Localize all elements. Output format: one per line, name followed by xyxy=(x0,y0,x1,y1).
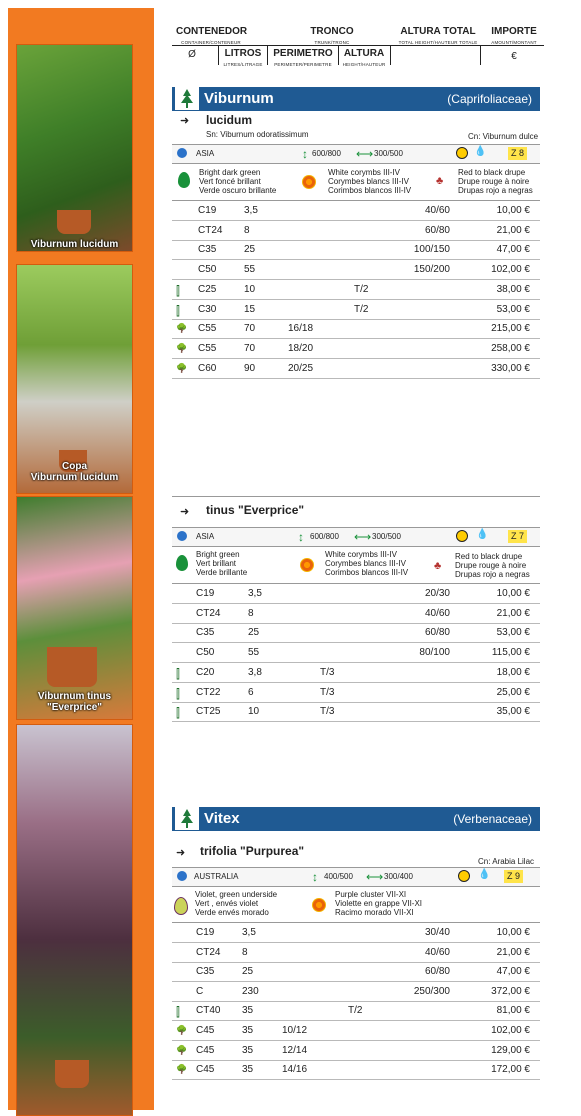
plant-height: 600/800 xyxy=(310,532,339,541)
flower-fr: Corymbes blancs III-IV xyxy=(328,177,409,186)
price: 258,00 € xyxy=(491,342,530,354)
table-row xyxy=(172,643,540,663)
stem-icon: ⫿ xyxy=(176,1005,180,1020)
price: 47,00 € xyxy=(496,244,530,256)
perimeter: 10/12 xyxy=(282,1025,308,1036)
header-contenedor-sub: CONTAINER/CONTENEUR xyxy=(181,40,241,45)
arrow-icon: ➜ xyxy=(180,115,190,127)
header-contenedor-label: CONTENEDOR xyxy=(176,26,248,37)
stem-icon: ⫿ xyxy=(176,686,180,701)
table-row xyxy=(172,1021,540,1041)
price: 129,00 € xyxy=(491,1044,530,1056)
trunk: T/3 xyxy=(320,666,335,678)
container-size: C35 xyxy=(196,627,215,639)
price: 25,00 € xyxy=(496,686,530,698)
leaf-en: Violet, green underside xyxy=(195,890,278,899)
tree-icon: 🌳 xyxy=(176,342,188,353)
price: 172,00 € xyxy=(491,1064,530,1076)
litres: 3,5 xyxy=(244,205,258,216)
photo-vitex-trifolia xyxy=(16,724,133,1116)
header-perimetro-label: PERIMETRO xyxy=(273,48,333,59)
leaf-description xyxy=(195,890,277,917)
price: 102,00 € xyxy=(491,1025,530,1036)
common-name: Cn: Arabia Lilac xyxy=(478,857,535,866)
perimeter: 12/14 xyxy=(282,1044,308,1056)
flower-description xyxy=(325,550,408,577)
photo-caption-line1: Copa xyxy=(62,461,87,472)
container-size: C xyxy=(196,985,204,997)
perimeter: 18/20 xyxy=(288,342,314,354)
header-rule xyxy=(172,45,544,46)
fruit-description xyxy=(455,552,530,579)
species-name: tinus "Everprice" xyxy=(206,503,305,517)
fruit-fr: Drupe rouge à noire xyxy=(458,177,530,186)
litres: 55 xyxy=(244,264,256,276)
height: 60/80 xyxy=(424,627,450,639)
trunk: T/3 xyxy=(320,686,335,698)
table-row xyxy=(172,201,540,221)
height: 80/100 xyxy=(419,647,450,659)
table-row xyxy=(172,260,540,280)
header-tronco-sub: TRUNK/TRONC xyxy=(314,40,350,45)
container-size: C30 xyxy=(198,303,217,315)
perimeter: 16/18 xyxy=(288,323,314,335)
price: 47,00 € xyxy=(496,966,530,978)
container-size: C19 xyxy=(196,927,215,938)
sun-icon xyxy=(456,147,468,159)
price: 38,00 € xyxy=(496,283,530,295)
container-size: C25 xyxy=(198,283,217,295)
table-row xyxy=(172,1060,540,1080)
container-size: CT22 xyxy=(196,686,221,698)
fruit-en: Red to black drupe xyxy=(458,168,526,177)
header-tronco-label: TRONCO xyxy=(310,26,354,37)
plant-width: 300/400 xyxy=(384,872,413,881)
container-size: C60 xyxy=(198,362,217,374)
price: 372,00 € xyxy=(491,985,530,997)
litres: 70 xyxy=(244,323,256,335)
photo-viburnum-tinus xyxy=(16,496,133,720)
width-arrow-icon: ⟷ xyxy=(366,870,384,884)
height-arrow-icon: ↕ xyxy=(302,147,308,161)
header-litros-sub: LITRES/LITRAGE xyxy=(223,62,263,67)
perimeter: 20/25 xyxy=(288,362,314,374)
container-size: CT24 xyxy=(196,607,221,619)
family-bar-viburnum xyxy=(172,87,540,111)
fruit-en: Red to black drupe xyxy=(455,552,523,561)
litres: 25 xyxy=(244,244,256,256)
species-name: trifolia "Purpurea" xyxy=(200,844,305,858)
fruit-icon: ♣ xyxy=(436,175,444,187)
hardiness-zone: Z 9 xyxy=(504,870,523,883)
table-row xyxy=(172,300,540,320)
stem-icon: ⫿ xyxy=(176,283,180,298)
container-size: CT25 xyxy=(196,706,221,718)
header-perimetro xyxy=(268,48,338,70)
litres: 35 xyxy=(242,1064,254,1076)
height: 60/80 xyxy=(424,966,450,978)
header-diameter: Ø xyxy=(188,49,196,60)
litres: 35 xyxy=(242,1025,254,1036)
header-divider xyxy=(390,45,391,65)
width-arrow-icon: ⟷ xyxy=(354,530,372,544)
container-size: C35 xyxy=(198,244,217,256)
header-altura2-sub: HEIGHT/HAUTEUR xyxy=(342,62,386,67)
fruit-es: Drupas rojo a negras xyxy=(458,186,533,195)
leaf-fr: Vert brillant xyxy=(196,559,237,568)
plant-height: 600/800 xyxy=(312,149,341,158)
photo-caption-line2: Viburnum lucidum xyxy=(30,472,119,483)
globe-icon xyxy=(177,531,187,541)
height: 60/80 xyxy=(424,224,450,236)
price: 115,00 € xyxy=(491,647,530,659)
pot-shape xyxy=(55,1060,89,1088)
litres: 35 xyxy=(242,1044,254,1056)
litres: 25 xyxy=(242,966,254,978)
litres: 8 xyxy=(242,946,248,958)
water-drop-icon: 💧 xyxy=(476,529,489,540)
container-size: C20 xyxy=(196,666,215,678)
trunk: T/2 xyxy=(354,283,369,295)
fruit-fr: Drupe rouge à noire xyxy=(455,561,527,570)
container-size: C55 xyxy=(198,342,217,354)
container-size: CT24 xyxy=(196,946,221,958)
photo-viburnum-lucidum xyxy=(16,44,133,252)
flower-description xyxy=(335,890,422,917)
table-row xyxy=(172,923,540,943)
height: 40/60 xyxy=(424,946,450,958)
litres: 3,5 xyxy=(242,927,256,938)
trunk: T/2 xyxy=(348,1005,363,1017)
price: 53,00 € xyxy=(496,627,530,639)
info-row xyxy=(172,144,540,164)
container-size: CT40 xyxy=(196,1005,221,1017)
table-row xyxy=(172,1001,540,1021)
stem-icon: ⫿ xyxy=(176,666,180,681)
price: 21,00 € xyxy=(496,224,530,236)
info-row xyxy=(172,867,540,887)
arrow-icon: ➜ xyxy=(176,847,186,859)
leaf-es: Verde brillante xyxy=(196,568,248,577)
flower-fr: Violette en grappe VII-XI xyxy=(335,899,423,908)
container-size: C50 xyxy=(198,264,217,276)
litres: 3,5 xyxy=(248,588,262,599)
litres: 35 xyxy=(242,1005,254,1017)
table-row xyxy=(172,982,540,1002)
photo-sidebar xyxy=(8,8,154,1110)
price: 102,00 € xyxy=(491,264,530,276)
litres: 25 xyxy=(248,627,260,639)
separator xyxy=(172,496,540,497)
leaf-es: Verde oscuro brillante xyxy=(199,186,277,195)
table-row xyxy=(172,359,540,379)
table-row xyxy=(172,1041,540,1061)
litres: 70 xyxy=(244,342,256,354)
tree-icon: 🌳 xyxy=(176,1044,188,1055)
fruit-es: Drupas rojo a negras xyxy=(455,570,530,579)
fruit-description xyxy=(458,168,533,195)
leaf-icon xyxy=(176,555,188,571)
leaf-fr: Vert , envés violet xyxy=(195,899,259,908)
height: 20/30 xyxy=(424,588,450,599)
litres: 90 xyxy=(244,362,256,374)
table-row xyxy=(172,221,540,241)
litres: 10 xyxy=(248,706,260,718)
table-row xyxy=(172,604,540,624)
litres: 230 xyxy=(242,985,259,997)
height: 30/40 xyxy=(424,927,450,938)
hardiness-zone: Z 8 xyxy=(508,147,527,160)
globe-icon xyxy=(177,871,187,881)
table-row xyxy=(172,702,540,722)
hardiness-zone: Z 7 xyxy=(508,530,527,543)
container-size: C19 xyxy=(198,205,217,216)
perimeter: 14/16 xyxy=(282,1064,308,1076)
tree-icon: 🌳 xyxy=(176,1064,188,1075)
flower-icon xyxy=(312,898,326,912)
plant-height: 400/500 xyxy=(324,872,353,881)
container-size: C50 xyxy=(196,647,215,659)
tree-icon: 🌳 xyxy=(176,1025,188,1035)
plant-icon xyxy=(175,806,199,830)
height: 150/200 xyxy=(413,264,450,276)
genus-name: Viburnum xyxy=(204,90,274,107)
flower-es: Corimbos blancos III-IV xyxy=(328,186,412,195)
width-arrow-icon: ⟷ xyxy=(356,147,374,161)
fruit-icon: ♣ xyxy=(434,560,442,572)
price: 81,00 € xyxy=(496,1005,530,1017)
globe-icon xyxy=(177,148,187,158)
header-divider xyxy=(480,45,481,65)
flower-icon xyxy=(302,175,316,189)
trunk: T/2 xyxy=(354,303,369,315)
pot-shape xyxy=(57,210,91,234)
leaf-description xyxy=(199,168,276,195)
litres: 6 xyxy=(248,686,254,698)
info-row xyxy=(172,527,540,547)
leaf-es: Verde envés morado xyxy=(195,908,269,917)
leaf-icon xyxy=(174,897,188,915)
water-drop-icon: 💧 xyxy=(474,146,487,157)
flower-en: Purple cluster VII-XI xyxy=(335,890,407,899)
table-row xyxy=(172,623,540,643)
price: 10,00 € xyxy=(496,205,530,216)
family-name: (Verbenaceae) xyxy=(453,812,532,826)
plant-width: 300/500 xyxy=(374,149,403,158)
flower-description xyxy=(328,168,411,195)
container-size: C55 xyxy=(198,323,217,335)
price: 21,00 € xyxy=(496,607,530,619)
container-size: C35 xyxy=(196,966,215,978)
header-altura xyxy=(339,48,389,70)
scientific-synonym: Sn: Viburnum odoratissimum xyxy=(206,130,309,139)
plant-icon xyxy=(175,86,199,110)
arrow-icon: ➜ xyxy=(180,506,190,518)
header-importe-label: IMPORTE xyxy=(491,26,537,37)
price: 10,00 € xyxy=(496,927,530,938)
header-litros-label: LITROS xyxy=(224,48,262,59)
table-row xyxy=(172,943,540,963)
header-importe-sub: AMOUNT/MONTANT xyxy=(491,40,537,45)
price: 53,00 € xyxy=(496,303,530,315)
header-altura-label: ALTURA TOTAL xyxy=(400,26,476,37)
table-row xyxy=(172,584,540,604)
price: 35,00 € xyxy=(496,706,530,718)
flower-es: Racimo morado VII-XI xyxy=(335,908,414,917)
origin: ASIA xyxy=(196,532,215,541)
species-name: lucidum xyxy=(206,113,253,127)
height-arrow-icon: ↕ xyxy=(298,530,304,544)
water-drop-icon: 💧 xyxy=(478,869,491,880)
header-altura-sub: TOTAL HEIGHT/HAUTEUR TOTALE xyxy=(398,40,478,45)
litres: 8 xyxy=(244,224,250,236)
photo-viburnum-lucidum-copa xyxy=(16,264,133,494)
price: 18,00 € xyxy=(496,666,530,678)
price: 21,00 € xyxy=(496,946,530,958)
sun-icon xyxy=(456,530,468,542)
flower-icon xyxy=(300,558,314,572)
litres: 10 xyxy=(244,283,256,295)
origin: AUSTRALIA xyxy=(194,872,239,881)
height: 100/150 xyxy=(413,244,450,256)
height: 250/300 xyxy=(413,985,450,997)
plant-width: 300/500 xyxy=(372,532,401,541)
stem-icon: ⫿ xyxy=(176,706,180,721)
price: 330,00 € xyxy=(491,362,530,374)
photo-caption: Viburnum lucidum xyxy=(30,239,119,250)
header-euro: € xyxy=(511,51,517,62)
origin: ASIA xyxy=(196,149,215,158)
container-size: C45 xyxy=(196,1025,215,1036)
tree-icon: 🌳 xyxy=(176,323,188,334)
litres: 55 xyxy=(248,647,260,659)
flower-en: White corymbs III-IV xyxy=(328,168,401,177)
leaf-en: Bright green xyxy=(196,550,240,559)
trunk: T/3 xyxy=(320,706,335,718)
genus-name: Vitex xyxy=(204,810,240,827)
header-divider xyxy=(218,45,219,65)
container-size: C19 xyxy=(196,588,215,599)
header-perimetro-sub: PERIMETER/PERIMETRE xyxy=(274,62,332,67)
container-size: CT24 xyxy=(198,224,223,236)
stem-icon: ⫿ xyxy=(176,303,180,318)
photo-caption-line1: Viburnum tinus xyxy=(37,691,112,702)
height-arrow-icon: ↕ xyxy=(312,870,318,884)
flower-es: Corimbos blancos III-IV xyxy=(325,568,409,577)
tree-icon: 🌳 xyxy=(176,362,188,373)
container-size: C45 xyxy=(196,1044,215,1056)
litres: 8 xyxy=(248,607,254,619)
flower-fr: Corymbes blancs III-IV xyxy=(325,559,406,568)
table-row xyxy=(172,240,540,260)
litres: 15 xyxy=(244,303,256,315)
height: 40/60 xyxy=(424,607,450,619)
height: 40/60 xyxy=(424,205,450,216)
price: 10,00 € xyxy=(496,588,530,599)
leaf-description xyxy=(196,550,247,577)
pot-shape xyxy=(47,647,97,687)
leaf-icon xyxy=(178,172,190,188)
common-name: Cn: Viburnum dulce xyxy=(468,132,539,141)
litres: 3,8 xyxy=(248,666,262,678)
table-row xyxy=(172,663,540,683)
sun-icon xyxy=(458,870,470,882)
leaf-en: Bright dark green xyxy=(199,168,261,177)
table-row xyxy=(172,962,540,982)
family-bar-vitex xyxy=(172,807,540,831)
container-size: C45 xyxy=(196,1064,215,1076)
table-row xyxy=(172,339,540,359)
table-row xyxy=(172,683,540,703)
family-name: (Caprifoliaceae) xyxy=(447,92,532,106)
price: 215,00 € xyxy=(491,323,530,335)
table-row xyxy=(172,319,540,339)
table-row xyxy=(172,280,540,300)
photo-caption-line2: "Everprice" xyxy=(46,702,103,713)
leaf-fr: Vert foncé brillant xyxy=(199,177,261,186)
header-litros xyxy=(220,48,266,70)
header-altura2-label: ALTURA xyxy=(343,48,385,59)
flower-en: White corymbs III-IV xyxy=(325,550,398,559)
